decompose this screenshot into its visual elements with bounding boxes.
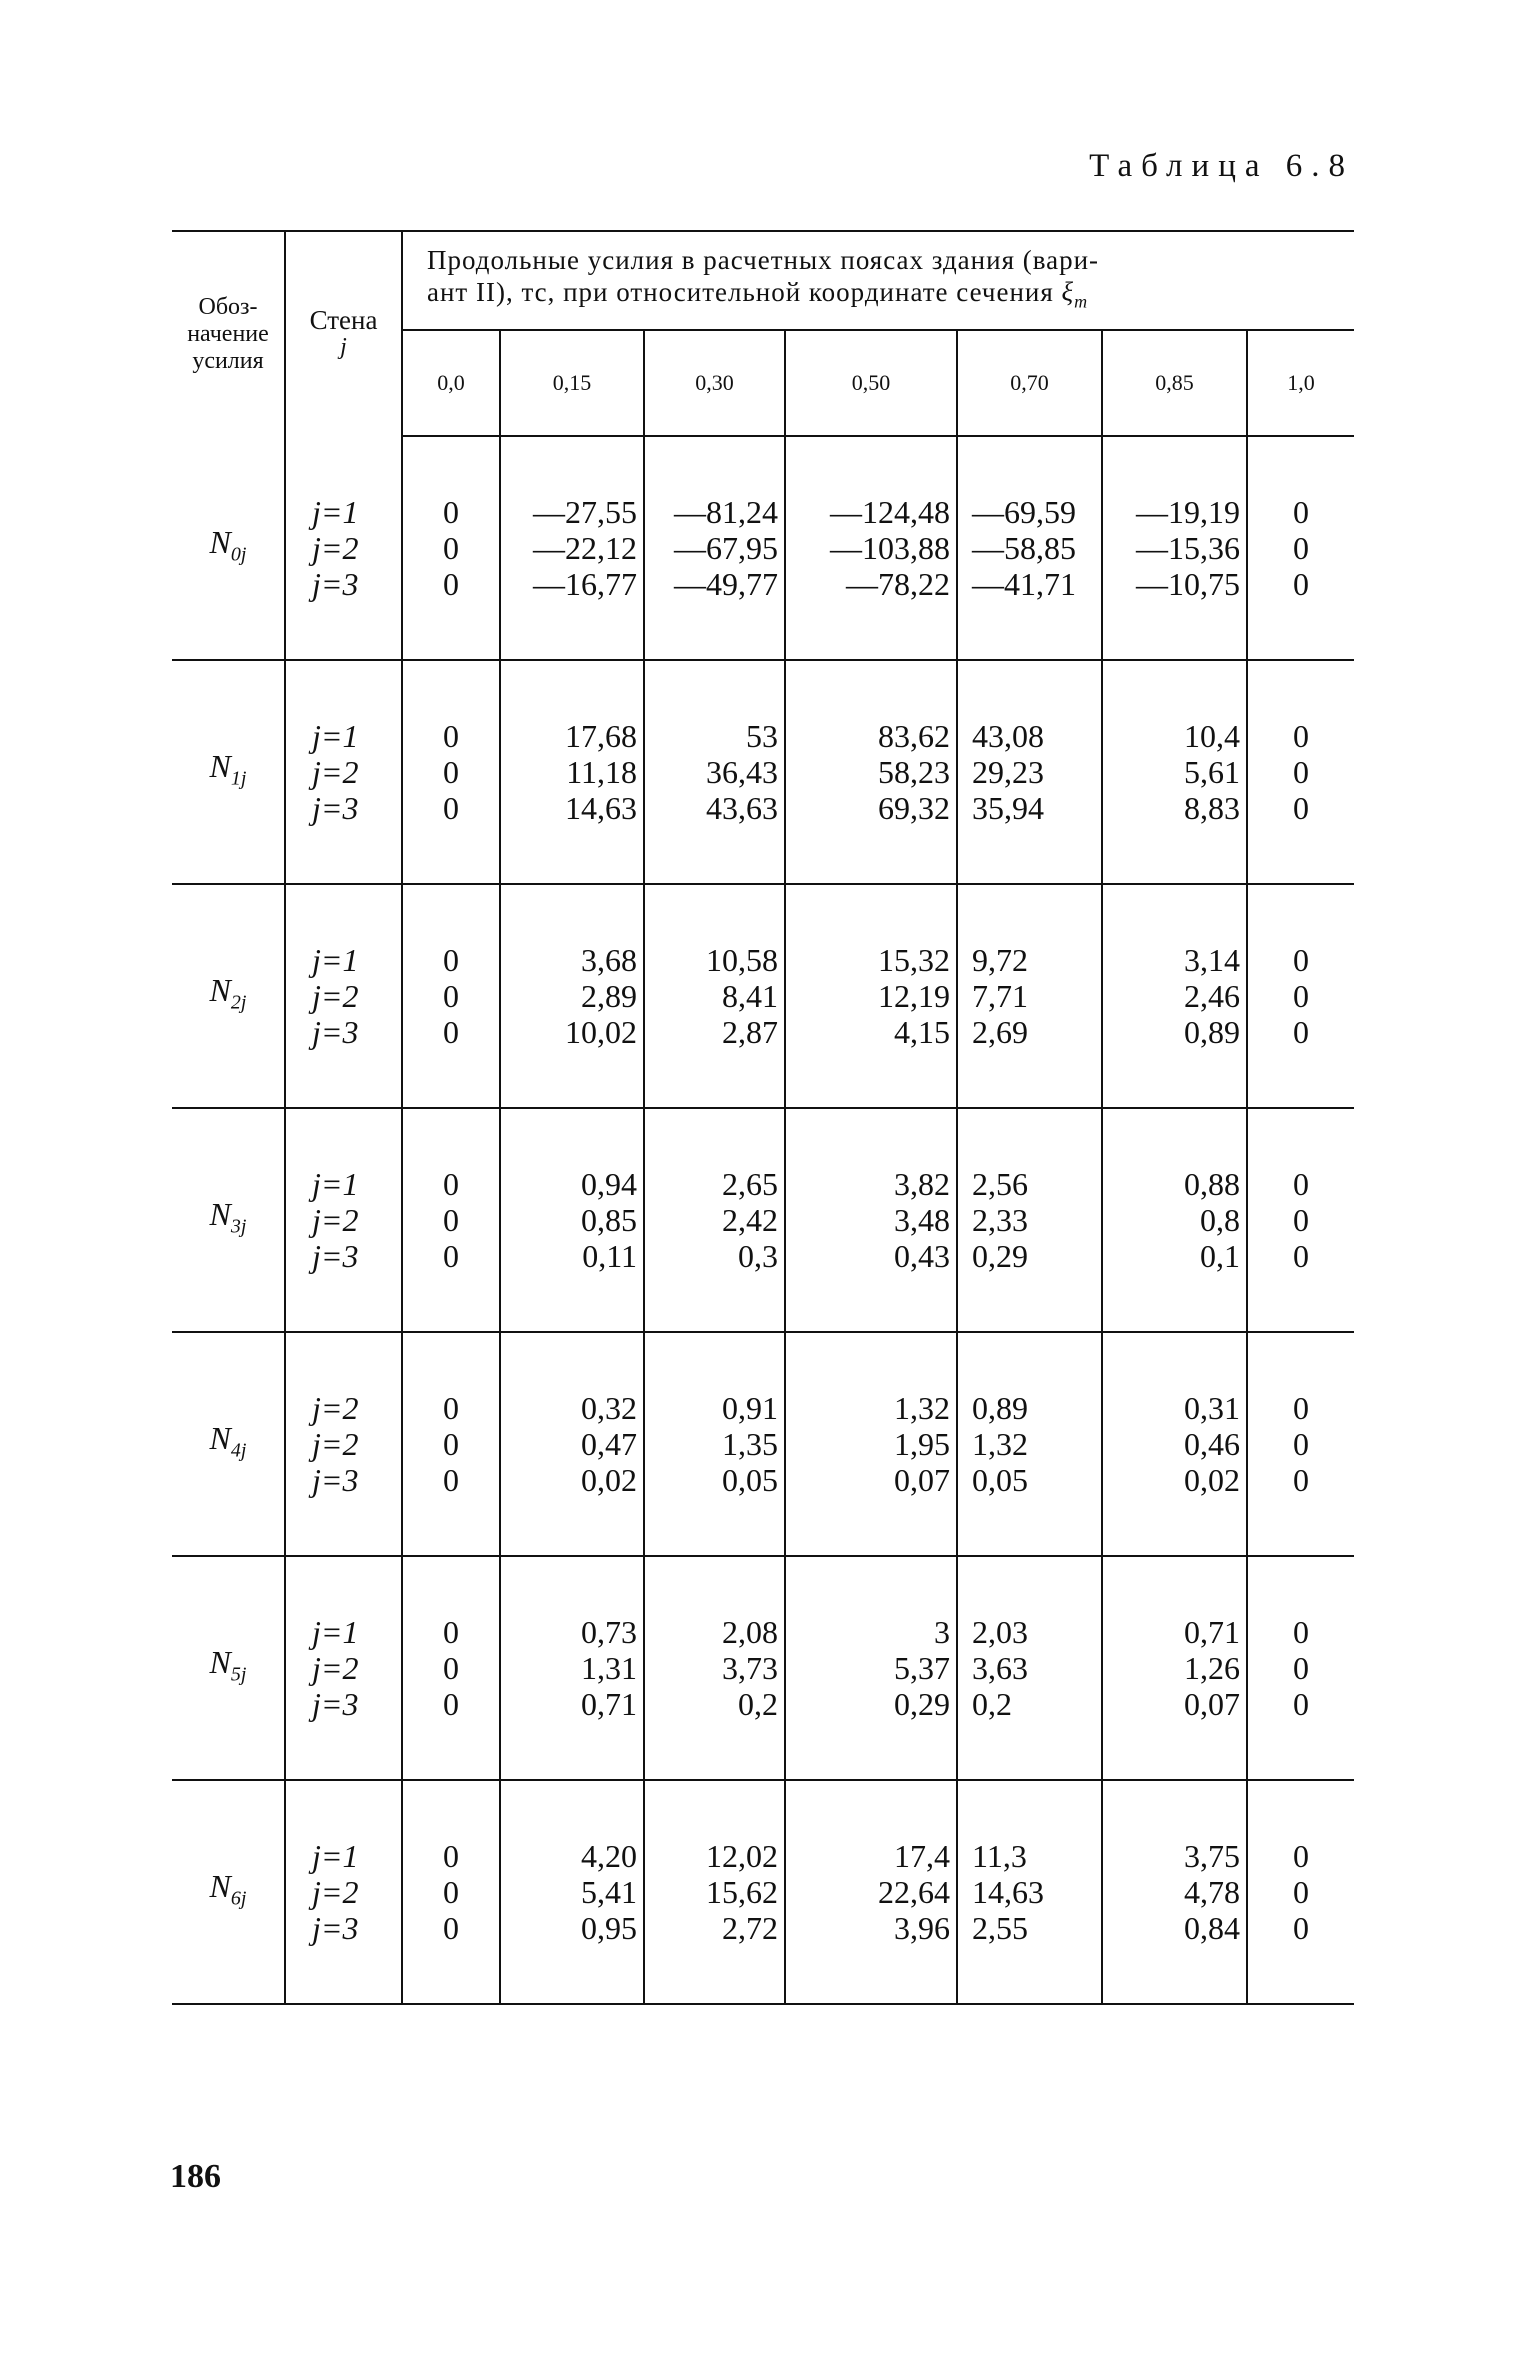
force-value: 83,62 [878,718,950,755]
value-cell [644,1108,785,1332]
force-value: 0 [1293,1238,1309,1275]
force-value: 4,15 [894,1014,950,1051]
force-value: 0 [1293,530,1309,567]
value-cell [500,436,644,660]
force-value: 0,89 [972,1390,1028,1427]
force-value: 0,89 [1184,1014,1240,1051]
force-value: 1,35 [722,1426,778,1463]
value-cell [785,436,957,660]
table-row [172,1332,1354,1556]
wall-list [285,1332,402,1556]
force-value: 0 [1293,494,1309,531]
value-cell [957,1780,1102,2004]
force-value: 3,14 [1184,942,1240,979]
force-value: 0 [1293,718,1309,755]
wall-list [285,1556,402,1780]
force-value: 0 [443,1910,459,1947]
coord-header-6: 1,0 [1247,330,1354,436]
coord-header-5: 0,85 [1102,330,1247,436]
force-value: 0,43 [894,1238,950,1275]
table-row [172,884,1354,1108]
force-value: 0,05 [722,1462,778,1499]
force-value: 22,64 [878,1874,950,1911]
force-value: 14,63 [972,1874,1044,1911]
value-cell [402,436,500,660]
force-value: 0,32 [581,1390,637,1427]
wall-label: j=3 [312,1910,359,1947]
force-value: 0,73 [581,1614,637,1651]
value-cell [785,1108,957,1332]
force-value: 43,08 [972,718,1044,755]
value-cell [644,1332,785,1556]
force-value: 1,32 [972,1426,1028,1463]
value-cell [644,1780,785,2004]
wall-label: j=3 [312,1238,359,1275]
force-value: 2,87 [722,1014,778,1051]
force-label: $N_{3j}$ [172,1108,285,1332]
header-wall [285,231,402,436]
value-cell [785,1332,957,1556]
force-value: 15,62 [706,1874,778,1911]
force-label: $N_{0j}$ [172,436,285,660]
force-value: 0,31 [1184,1390,1240,1427]
force-value: 35,94 [972,790,1044,827]
force-value: 11,18 [566,754,637,791]
wall-label: j=3 [312,1014,359,1051]
header-designation-line1: Обоз- [198,293,258,320]
force-label: $N_{5j}$ [172,1556,285,1780]
force-value: 0 [1293,1874,1309,1911]
header-long-title-line1: Продольные усилия в расчетных поясах здания (вари- [427,245,1100,275]
force-value: —16,77 [533,566,637,603]
force-value: 3,48 [894,1202,950,1239]
header-designation [172,231,285,436]
value-cell [1102,884,1247,1108]
value-cell [957,1332,1102,1556]
force-value: 0,05 [972,1462,1028,1499]
coord-header-0: 0,0 [402,330,500,436]
force-value: 4,20 [581,1838,637,1875]
force-value: 0,71 [1184,1614,1240,1651]
force-value: 0,29 [894,1686,950,1723]
value-cell [500,1556,644,1780]
force-value: —27,55 [533,494,637,531]
force-value: —67,95 [674,530,778,567]
force-value: 69,32 [878,790,950,827]
force-value: 0,29 [972,1238,1028,1275]
wall-list [285,436,402,660]
value-cell [785,1556,957,1780]
value-cell [402,1108,500,1332]
force-value: 0 [1293,1202,1309,1239]
force-value: 0,46 [1184,1426,1240,1463]
wall-label: j=2 [312,1390,359,1427]
force-value: 0 [1293,1390,1309,1427]
wall-label: j=3 [312,1686,359,1723]
force-value: 0 [1293,1462,1309,1499]
page-number: 186 [170,2158,221,2195]
force-value: 0 [1293,790,1309,827]
force-value: 0 [1293,566,1309,603]
coord-header-3: 0,50 [785,330,957,436]
force-value: 0,11 [582,1238,637,1275]
value-cell [1247,1780,1354,2004]
force-value: 0 [443,1874,459,1911]
force-value: 0,88 [1184,1166,1240,1203]
force-value: 17,4 [894,1838,950,1875]
value-cell [1247,1108,1354,1332]
wall-label: j=1 [312,718,359,755]
value-cell [402,884,500,1108]
force-value: —69,59 [972,494,1076,531]
force-value: 0,02 [581,1462,637,1499]
force-value: 0 [1293,1838,1309,1875]
value-cell [1102,1332,1247,1556]
force-value: 9,72 [972,942,1028,979]
value-cell [1247,436,1354,660]
force-value: 10,4 [1184,718,1240,755]
table-row [172,1108,1354,1332]
force-value: 0 [443,790,459,827]
coord-header-4: 0,70 [957,330,1102,436]
value-cell [785,660,957,884]
value-cell [402,1780,500,2004]
forces-table [172,230,1354,2005]
force-label: $N_{2j}$ [172,884,285,1108]
value-cell [957,436,1102,660]
force-value: 0 [443,978,459,1015]
value-cell [500,1332,644,1556]
force-value: 0 [443,1202,459,1239]
force-value: 0 [443,1650,459,1687]
force-value: —41,71 [972,566,1076,603]
value-cell [1102,1556,1247,1780]
force-value: —19,19 [1136,494,1240,531]
value-cell [402,660,500,884]
force-value: 3,96 [894,1910,950,1947]
header-designation-line3: усилия [192,347,264,374]
value-cell [1102,436,1247,660]
force-value: 2,65 [722,1166,778,1203]
force-value: 1,26 [1184,1650,1240,1687]
force-value: 2,69 [972,1014,1028,1051]
force-value: 0,3 [738,1238,778,1275]
value-cell [644,884,785,1108]
force-value: 0 [1293,942,1309,979]
wall-list [285,1108,402,1332]
force-value: 0 [443,566,459,603]
wall-label: j=3 [312,565,359,602]
force-value: 2,89 [581,978,637,1015]
force-value: 2,03 [972,1614,1028,1651]
wall-label: j=1 [312,942,359,979]
force-value: 2,46 [1184,978,1240,1015]
force-label: $N_{4j}$ [172,1332,285,1556]
force-value: 1,31 [581,1650,637,1687]
force-value: 2,42 [722,1202,778,1239]
value-cell [1247,660,1354,884]
force-value: 0 [443,1462,459,1499]
force-value: 17,68 [565,718,637,755]
value-cell [500,1108,644,1332]
coord-header-2: 0,30 [644,330,785,436]
force-value: 0 [1293,1014,1309,1051]
force-value: 0 [443,1686,459,1723]
header-long-title-text: ант II), тс, при относительной координате сечения [427,277,1054,307]
wall-label: j=2 [312,978,359,1015]
force-value: 0,2 [972,1686,1012,1723]
force-value: 0,95 [581,1910,637,1947]
table-row [172,1556,1354,1780]
force-value: 0,71 [581,1686,637,1723]
header-designation-line2: начение [187,320,269,347]
value-cell [644,660,785,884]
coord-header-1: 0,15 [500,330,644,436]
force-value: 0 [443,1614,459,1651]
value-cell [785,884,957,1108]
force-value: 43,63 [706,790,778,827]
force-value: —124,48 [830,494,950,531]
force-value: 0,85 [581,1202,637,1239]
force-label: $N_{6j}$ [172,1780,285,2004]
force-value: 0,84 [1184,1910,1240,1947]
force-value: 4,78 [1184,1874,1240,1911]
force-value: 8,41 [722,978,778,1015]
force-value: 0,8 [1200,1202,1240,1239]
force-value: 2,55 [972,1910,1028,1947]
value-cell [500,1780,644,2004]
value-cell [1247,1332,1354,1556]
wall-label: j=3 [312,1462,359,1499]
force-value: 12,02 [706,1838,778,1875]
force-value: 53 [746,718,778,755]
force-value: 36,43 [706,754,778,791]
force-value: 5,61 [1184,754,1240,791]
wall-label: j=2 [312,1426,359,1463]
force-value: 15,32 [878,942,950,979]
force-value: 2,33 [972,1202,1028,1239]
value-cell [1102,1780,1247,2004]
force-value: 0 [1293,1650,1309,1687]
force-value: 58,23 [878,754,950,791]
force-value: 10,02 [565,1014,637,1051]
value-cell [1102,1108,1247,1332]
force-value: 0 [1293,1166,1309,1203]
wall-label: j=3 [312,790,359,827]
value-cell [1102,660,1247,884]
force-value: 0 [1293,978,1309,1015]
force-value: 0,2 [738,1686,778,1723]
wall-label: j=2 [312,754,359,791]
wall-label: j=1 [312,1838,359,1875]
force-value: 0,47 [581,1426,637,1463]
force-value: 0,1 [1200,1238,1240,1275]
force-value: 10,58 [706,942,778,979]
force-value: 0 [443,1426,459,1463]
force-value: —22,12 [533,530,637,567]
force-value: —78,22 [846,566,950,603]
value-cell [644,1556,785,1780]
force-value: 2,56 [972,1166,1028,1203]
force-value: 0 [443,1166,459,1203]
force-value: 2,72 [722,1910,778,1947]
value-cell [402,1332,500,1556]
header-long-title-line2 [427,276,1354,317]
force-label: $N_{1j}$ [172,660,285,884]
table-row [172,436,1354,660]
wall-label: j=1 [312,1166,359,1203]
table-row [172,1780,1354,2004]
force-value: 2,08 [722,1614,778,1651]
wall-label: j=2 [312,1202,359,1239]
force-value: 0 [443,1014,459,1051]
force-value: 3 [934,1614,950,1651]
wall-label: j=1 [312,493,359,530]
value-cell [957,884,1102,1108]
value-cell [500,884,644,1108]
force-value: 29,23 [972,754,1044,791]
force-value: 8,83 [1184,790,1240,827]
value-cell [500,660,644,884]
force-value: 11,3 [972,1838,1027,1875]
force-value: —49,77 [674,566,778,603]
force-value: 1,32 [894,1390,950,1427]
wall-label: j=1 [312,1614,359,1651]
force-value: 0 [443,1238,459,1275]
header-wall-symbol: j [340,334,347,361]
force-value: 0 [1293,754,1309,791]
force-value: 3,75 [1184,1838,1240,1875]
force-value: 0 [443,1390,459,1427]
value-cell [402,1556,500,1780]
force-value: 0,02 [1184,1462,1240,1499]
header-wall-label: Стена [309,305,378,336]
force-value: —81,24 [674,494,778,531]
table-caption: Таблица 6.8 [1089,148,1354,184]
force-value: 3,73 [722,1650,778,1687]
value-cell [785,1780,957,2004]
force-value: —10,75 [1136,566,1240,603]
value-cell [957,1556,1102,1780]
force-value: 0 [443,1838,459,1875]
force-value: 0 [443,494,459,531]
wall-list [285,660,402,884]
force-value: 0 [443,754,459,791]
wall-list [285,1780,402,2004]
force-value: 1,95 [894,1426,950,1463]
force-value: 0 [443,530,459,567]
force-value: 14,63 [565,790,637,827]
force-value: 5,41 [581,1874,637,1911]
force-value: 3,68 [581,942,637,979]
force-value: 12,19 [878,978,950,1015]
wall-label: j=2 [312,529,359,566]
xi-symbol: $\xi_m$ [1061,277,1089,312]
value-cell [957,660,1102,884]
force-value: —58,85 [972,530,1076,567]
force-value: —103,88 [830,530,950,567]
force-value: 0 [1293,1614,1309,1651]
table-row [172,660,1354,884]
wall-label: j=2 [312,1650,359,1687]
force-value: 0,07 [894,1462,950,1499]
value-cell [1247,884,1354,1108]
header-long-title [402,231,1354,330]
force-value: 0,07 [1184,1686,1240,1723]
force-value: —15,36 [1136,530,1240,567]
force-value: 5,37 [894,1650,950,1687]
wall-label: j=2 [312,1874,359,1911]
wall-list [285,884,402,1108]
force-value: 0 [1293,1426,1309,1463]
force-value: 0,91 [722,1390,778,1427]
value-cell [644,436,785,660]
force-value: 0 [1293,1910,1309,1947]
value-cell [957,1108,1102,1332]
force-value: 0,94 [581,1166,637,1203]
force-value: 7,71 [972,978,1028,1015]
force-value: 3,82 [894,1166,950,1203]
force-value: 0 [1293,1686,1309,1723]
force-value: 0 [443,942,459,979]
force-value: 3,63 [972,1650,1028,1687]
value-cell [1247,1556,1354,1780]
force-value: 0 [443,718,459,755]
